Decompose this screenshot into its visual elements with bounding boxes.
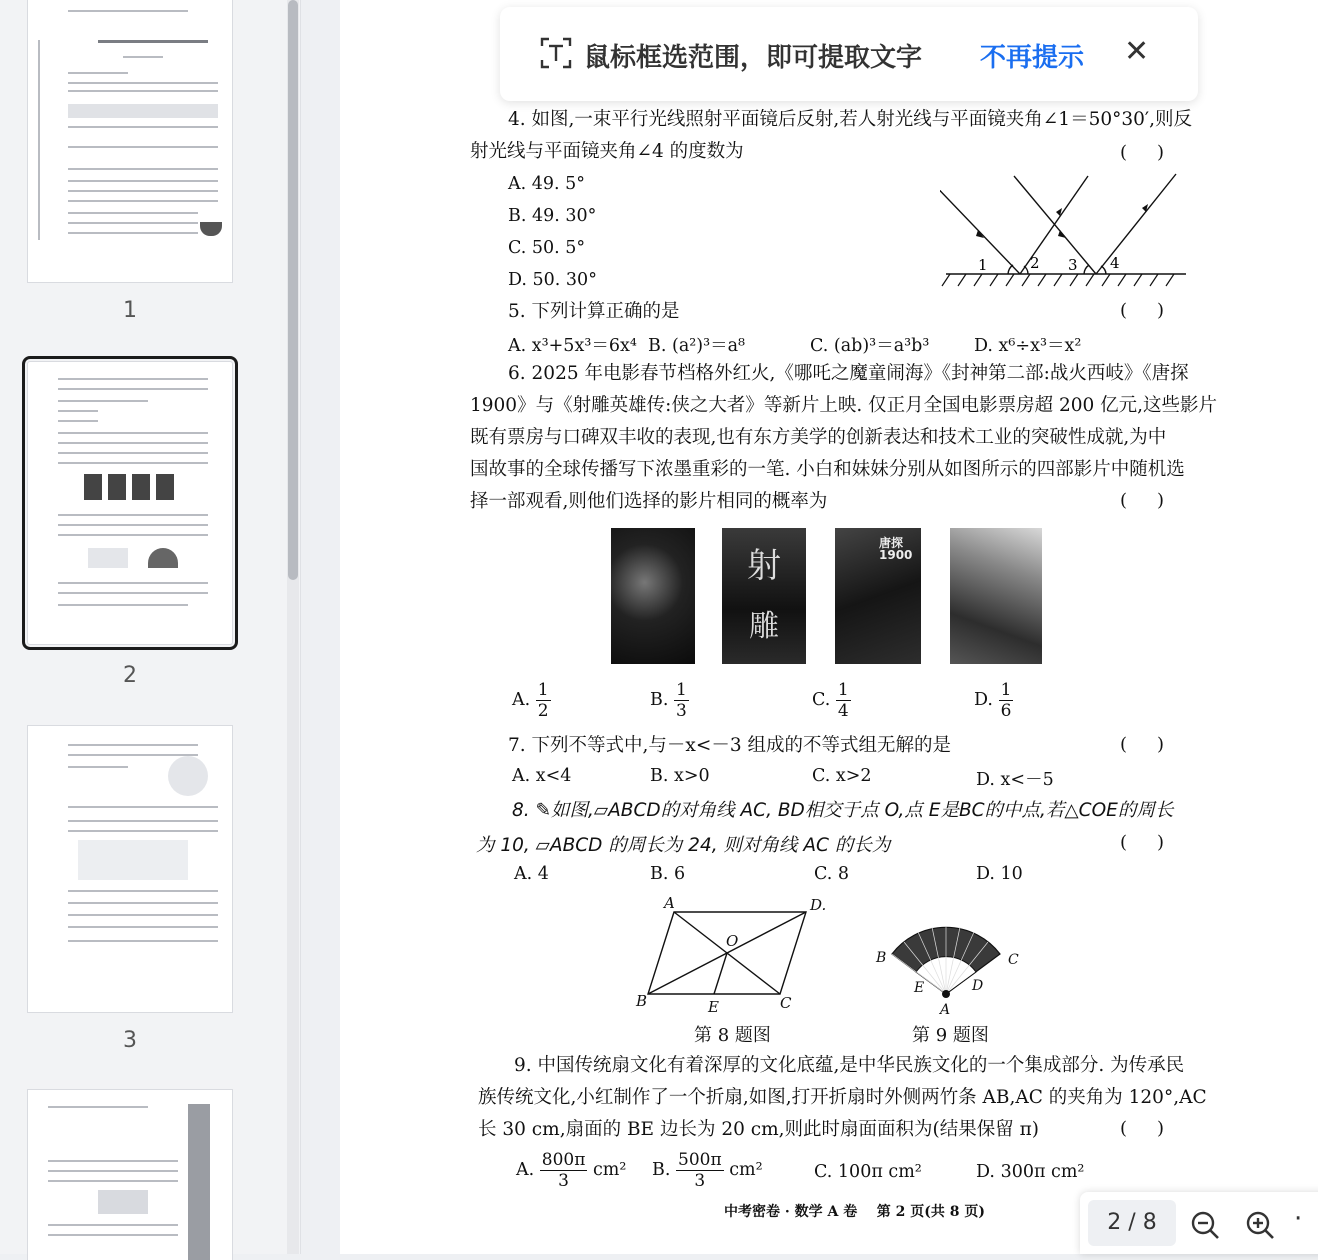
q9-option-b-unit: cm² [729, 1160, 763, 1180]
q9-line-3: 长 30 cm,扇面的 BE 边长为 20 cm,则此时扇面面积为(结果保留 π) [478, 1119, 1040, 1140]
q6-line-5: 择一部观看,则他们选择的影片相同的概率为 [470, 491, 828, 512]
q6-a-numerator: 1 [537, 680, 549, 700]
dont-show-again-link[interactable]: 不再提示 [980, 43, 1085, 73]
page-indicator[interactable]: 2 / 8 [1088, 1200, 1176, 1246]
fig9-label-d: D [972, 978, 984, 994]
thumbnail-page-3[interactable] [28, 726, 232, 1012]
q9-option-a-fraction [540, 1150, 588, 1191]
angle-label-2: 2 [1030, 254, 1040, 272]
thumbnail-page-4[interactable] [28, 1090, 232, 1260]
q6-line-2: 1900》与《射雕英雄传:侠之大者》等新片上映. 仅正月全国电影票房超 200 亿元,这些影片 [470, 395, 1218, 416]
fig8-label-o: O [726, 932, 739, 950]
q6-b-numerator: 1 [676, 680, 687, 700]
fig9-label-b: B [876, 950, 887, 966]
q5-stem: 5. 下列计算正确的是 [508, 301, 680, 322]
q4-line-1: 4. 如图,一束平行光线照射平面镜后反射,若人射光线与平面镜夹角∠1＝50°30′,则反 [508, 109, 1192, 130]
q6-b-denominator: 3 [676, 701, 687, 721]
q8-line-2: 为 10, ▱ABCD 的周长为 24, 则对角线 AC 的长为 [476, 835, 891, 856]
q5-option-b: B. (a²)³＝a⁸ [648, 336, 746, 356]
q6-a-denominator: 2 [537, 701, 549, 721]
document-page [340, 0, 1318, 1254]
q6-option-d-fraction [999, 680, 1014, 721]
fig8-label-a: A [664, 894, 675, 912]
q6-option-c-letter: C. [812, 690, 831, 710]
q8-line-1: 8. ✎如图,▱ABCD的对角线 AC, BD相交于点 O,点 E是BC的中点,若△COE的周长 [512, 800, 1174, 821]
q9-option-d-letter: D. [976, 1162, 995, 1182]
q9-answer-paren: () [1120, 1118, 1195, 1139]
page-footer: 中考密卷 · 数学 A 卷 第 2 页(共 8 页) [724, 1204, 985, 1220]
angle-label-4: 4 [1110, 254, 1120, 272]
q4-option-b: B. 49. 30° [508, 206, 597, 226]
q4-option-a: A. 49. 5° [508, 174, 586, 194]
q9-option-c [814, 1162, 922, 1182]
q9-option-b-fraction [676, 1150, 724, 1191]
q9-fan-figure [870, 910, 1030, 1020]
more-options-icon[interactable]: · [1294, 1204, 1303, 1234]
q9-option-c-text: 100π cm² [837, 1162, 922, 1182]
q5-option-a: A. x³+5x³＝6x⁴ [508, 336, 637, 356]
q6-option-b-fraction [674, 680, 689, 721]
q4-option-d: D. 50. 30° [508, 270, 597, 290]
fig8-label-d: D. [810, 896, 827, 914]
q4-line-2: 射光线与平面镜夹角∠4 的度数为 [470, 141, 744, 162]
fig8-label-e: E [708, 998, 719, 1016]
poster-2-text-2: 雕 [749, 609, 779, 644]
thumbnail-label-2: 2 [123, 663, 137, 688]
q9-b-numerator: 500π [678, 1150, 722, 1170]
movie-poster-2 [722, 528, 806, 664]
poster-3-text-1: 唐探 [879, 536, 904, 550]
fig9-label-e: E [914, 980, 925, 996]
q6-option-a [512, 680, 551, 721]
q5-answer-paren: () [1120, 300, 1195, 321]
q5-option-d: D. x⁶÷x³＝x² [974, 336, 1082, 356]
q6-d-denominator: 6 [1000, 701, 1012, 721]
fig9-label-a: A [940, 1002, 951, 1018]
thumbnail-page-2[interactable] [28, 362, 232, 644]
q6-d-numerator: 1 [1000, 680, 1012, 700]
movie-poster-3 [835, 528, 921, 664]
q9-a-denominator: 3 [558, 1171, 569, 1191]
q9-option-d [976, 1162, 1084, 1182]
q9-line-2: 族传统文化,小红制作了一个折扇,如图,打开折扇时外侧两竹条 AB,AC 的夹角为 120°,AC [478, 1087, 1207, 1108]
q4-option-c: C. 50. 5° [508, 238, 586, 258]
q6-line-1: 6. 2025 年电影春节档格外红火,《哪吒之魔童闹海》《封神第二部:战火西岐》《唐探 [508, 363, 1189, 384]
q9-option-a [516, 1150, 626, 1191]
angle-label-1: 1 [978, 256, 988, 274]
fig8-label-b: B [636, 992, 648, 1010]
sidebar-scrollbar-thumb[interactable] [288, 0, 298, 580]
thumbnail-label-1: 1 [123, 298, 137, 323]
zoom-out-icon[interactable] [1190, 1210, 1220, 1240]
q4-answer-paren: () [1120, 142, 1195, 163]
text-select-icon [540, 37, 572, 69]
q6-answer-paren: () [1120, 490, 1195, 511]
q5-option-c: C. (ab)³＝a³b³ [810, 336, 930, 356]
q6-option-d [974, 680, 1013, 721]
q8-answer-paren: () [1120, 832, 1195, 853]
fig9-label-c: C [1008, 952, 1019, 968]
movie-poster-4 [950, 528, 1042, 664]
q7-option-a: A. x<4 [512, 766, 572, 786]
q7-option-d: D. x<－5 [976, 770, 1054, 790]
figure-8-caption: 第 8 题图 [694, 1025, 771, 1046]
q6-c-numerator: 1 [837, 680, 849, 700]
q8-parallelogram-figure [630, 894, 840, 1018]
tip-message: 鼠标框选范围，即可提取文字 [584, 43, 923, 73]
q7-option-c: C. x>2 [812, 766, 872, 786]
q8-option-b: B. 6 [650, 864, 686, 884]
close-icon[interactable]: ✕ [1124, 34, 1150, 69]
thumbnail-page-1[interactable] [28, 0, 232, 282]
q9-line-1: 9. 中国传统扇文化有着深厚的文化底蕴,是中华民族文化的一个集成部分. 为传承民 [514, 1055, 1185, 1076]
movie-poster-1 [611, 528, 695, 664]
q6-option-a-letter: A. [512, 690, 531, 710]
q6-option-d-letter: D. [974, 690, 993, 710]
q6-option-b-letter: B. [650, 690, 669, 710]
q9-option-a-unit: cm² [592, 1160, 627, 1180]
q9-a-numerator: 800π [541, 1150, 586, 1170]
zoom-toolbar [1080, 1192, 1318, 1254]
poster-2-text-1: 射 [747, 546, 781, 586]
q6-line-3: 既有票房与口碑双丰收的表现,也有东方美学的创新表达和技术工业的突破性成就,为中 [470, 427, 1167, 448]
q6-line-4: 国故事的全球传播写下浓墨重彩的一笔. 小白和妹妹分别从如图所示的四部影片中随机选 [470, 459, 1185, 480]
q6-option-b [650, 680, 689, 721]
q7-answer-paren: () [1120, 734, 1195, 755]
thumbnail-label-3: 3 [123, 1028, 137, 1053]
q7-stem: 7. 下列不等式中,与－x<－3 组成的不等式组无解的是 [508, 735, 951, 756]
q8-option-d: D. 10 [976, 864, 1023, 884]
angle-label-3: 3 [1068, 256, 1078, 274]
fig8-label-c: C [780, 994, 792, 1012]
q6-c-denominator: 4 [837, 701, 849, 721]
poster-3-text-2: 1900 [879, 548, 913, 562]
text-extract-tip-banner [500, 7, 1198, 101]
q9-option-d-text: 300π cm² [1000, 1162, 1085, 1182]
zoom-in-icon[interactable] [1245, 1210, 1275, 1240]
figure-9-caption: 第 9 题图 [912, 1025, 989, 1046]
q6-option-c-fraction [836, 680, 851, 721]
thumbnail-sidebar [0, 0, 301, 1254]
q7-option-b: B. x>0 [650, 766, 710, 786]
q8-option-c: C. 8 [814, 864, 850, 884]
q9-option-c-letter: C. [814, 1162, 833, 1182]
q8-option-a: A. 4 [514, 864, 549, 884]
q9-option-b-letter: B. [652, 1160, 671, 1180]
q6-option-a-fraction [536, 680, 551, 721]
q6-option-c [812, 680, 851, 721]
q9-option-b [652, 1150, 763, 1191]
q9-option-a-letter: A. [516, 1160, 535, 1180]
q4-mirror-figure [940, 170, 1190, 290]
q9-b-denominator: 3 [694, 1171, 706, 1191]
